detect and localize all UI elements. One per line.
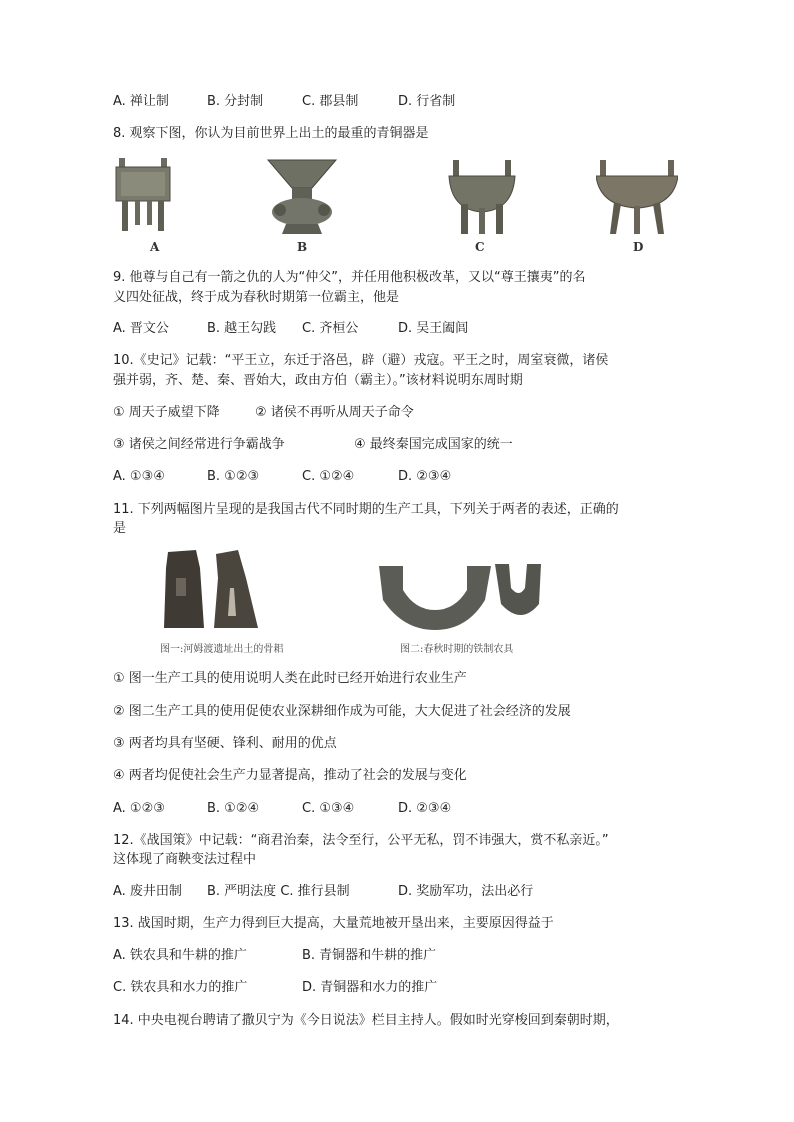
q11-option-b[interactable]: B. ①②④ [207, 801, 260, 816]
round-tripod-ding-icon[interactable] [596, 160, 678, 236]
q14-stem-line1: 14. 中央电视台聘请了撒贝宁为《今日说法》栏目主持人。假如时光穿梭回到秦朝时期， [113, 1013, 619, 1028]
q10-option-b[interactable]: B. ①②③ [207, 469, 260, 484]
q9-stem-line2: 义四处征战，终于成为春秋时期第一位霸主，他是 [113, 290, 400, 305]
q12-stem-line1: 12.《战国策》中记载：“商君治秦，法令至行，公平无私，罚不讳强大，赏不私亲近。” [113, 833, 609, 848]
q11-statement-2: ② 图二生产工具的使用促使农业深耕细作成为可能，大大促进了社会经济的发展 [113, 704, 571, 719]
q10-stem-line2: 强并弱，齐、楚、秦、晋始大，政由方伯（霸主）。”该材料说明东周时期 [113, 373, 523, 388]
iron-tool-icon[interactable] [375, 560, 555, 632]
ding-square-vessel-icon[interactable] [113, 158, 173, 234]
q12-option-b-c[interactable]: B. 严明法度 C. 推行县制 [207, 884, 350, 899]
q12-option-d[interactable]: D. 奖励军功，法出必行 [398, 884, 534, 899]
q10-option-c[interactable]: C. ①②④ [302, 469, 355, 484]
q8-image-label-b: B [297, 240, 308, 254]
q11-caption-2: 图二:春秋时期的铁制农具 [400, 644, 514, 655]
q9-stem-line1: 9. 他尊与自己有一箭之仇的人为“仲父”，并任用他积极改革，又以“尊王攘夷”的名 [113, 270, 586, 285]
bone-spade-icon[interactable] [160, 548, 270, 632]
q11-caption-1: 图一:河姆渡遗址出土的骨耜 [160, 644, 284, 655]
zun-wine-vessel-icon[interactable] [266, 158, 338, 236]
q13-option-b[interactable]: B. 青铜器和牛耕的推广 [302, 948, 437, 963]
q10-statement-1: ① 周天子威望下降 [113, 405, 220, 420]
q11-statement-3: ③ 两者均具有坚硬、锋利、耐用的优点 [113, 736, 337, 751]
q12-stem-line2: 这体现了商鞅变法过程中 [113, 852, 257, 867]
q11-statement-4: ④ 两者均促使社会生产力显著提高，推动了社会的发展与变化 [113, 768, 467, 783]
q13-stem: 13. 战国时期，生产力得到巨大提高，大量荒地被开垦出来，主要原因得益于 [113, 916, 554, 931]
q9-option-d[interactable]: D. 吴王阖闾 [398, 321, 469, 336]
q11-statement-1: ① 图一生产工具的使用说明人类在此时已经开始进行农业生产 [113, 671, 467, 686]
q9-option-a[interactable]: A. 晋文公 [113, 321, 169, 336]
q7-option-a[interactable]: A. 禅让制 [113, 94, 169, 109]
q11-option-a[interactable]: A. ①②③ [113, 801, 165, 816]
q8-image-label-c: C [475, 240, 485, 254]
q9-option-c[interactable]: C. 齐桓公 [302, 321, 359, 336]
round-tripod-ding-icon[interactable] [447, 160, 517, 236]
q11-option-c[interactable]: C. ①③④ [302, 801, 355, 816]
q10-stem-line1: 10.《史记》记载：“平王立，东迁于洛邑，辟（避）戎寇。平王之时，周室衰微，诸侯 [113, 353, 609, 368]
q11-stem-line1: 11. 下列两幅图片呈现的是我国古代不同时期的生产工具，下列关于两者的表述，正确的 [113, 502, 619, 517]
q10-option-a[interactable]: A. ①③④ [113, 469, 165, 484]
q10-statement-2: ② 诸侯不再听从周天子命令 [255, 405, 414, 420]
q8-stem: 8. 观察下图，你认为目前世界上出土的最重的青铜器是 [113, 126, 429, 141]
q13-option-d[interactable]: D. 青铜器和水力的推广 [302, 980, 438, 995]
q7-option-c[interactable]: C. 郡县制 [302, 94, 359, 109]
q10-option-d[interactable]: D. ②③④ [398, 469, 452, 484]
q7-option-d[interactable]: D. 行省制 [398, 94, 456, 109]
q8-image-label-a: A [150, 240, 160, 254]
q10-statement-3: ③ 诸侯之间经常进行争霸战争 [113, 437, 285, 452]
q11-stem-line2: 是 [113, 521, 127, 536]
q10-statement-4: ④ 最终秦国完成国家的统一 [354, 437, 513, 452]
q13-option-a[interactable]: A. 铁农具和牛耕的推广 [113, 948, 247, 963]
q7-option-b[interactable]: B. 分封制 [207, 94, 264, 109]
q9-option-b[interactable]: B. 越王勾践 [207, 321, 277, 336]
q13-option-c[interactable]: C. 铁农具和水力的推广 [113, 980, 248, 995]
q8-image-label-d: D [633, 240, 644, 254]
q11-option-d[interactable]: D. ②③④ [398, 801, 452, 816]
q12-option-a[interactable]: A. 废井田制 [113, 884, 182, 899]
